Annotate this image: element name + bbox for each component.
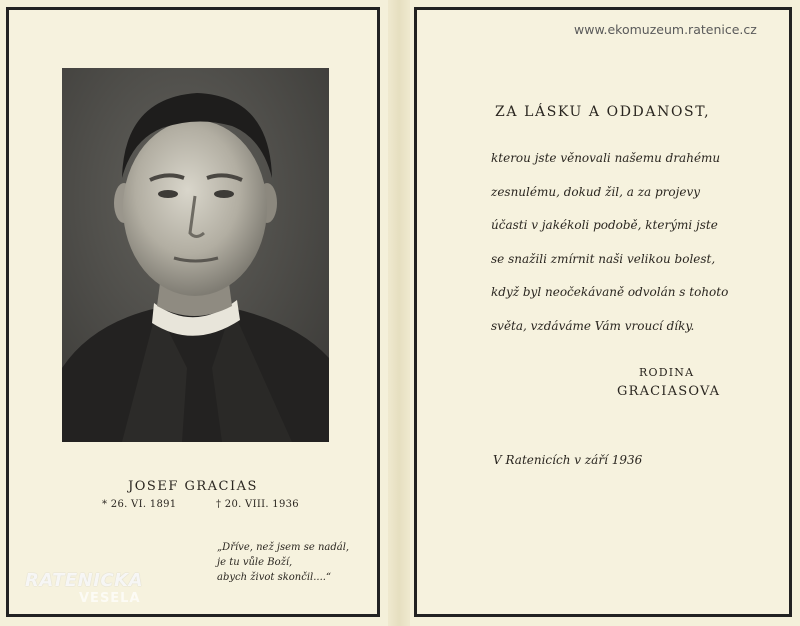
portrait-illustration: [62, 68, 329, 442]
portrait-photo: [62, 68, 329, 442]
signature-family-label: RODINA: [639, 366, 695, 379]
thanks-line: světa, vzdáváme Vám vroucí díky.: [491, 318, 695, 333]
thanks-heading: ZA LÁSKU A ODDANOST,: [495, 104, 711, 120]
logo-sub-text: VESELA: [79, 591, 141, 606]
quote-line: „Dříve, než jsem se nadál,: [217, 542, 350, 553]
memorial-quote: [217, 540, 349, 585]
logo-main-text: RATENICKA: [25, 570, 143, 591]
thanks-line: zesnulému, dokud žil, a za projevy: [491, 184, 701, 199]
signature-family-name: GRACIASOVA: [617, 384, 721, 399]
thanks-line: kterou jste věnovali našemu drahému: [491, 151, 721, 165]
left-page: [6, 7, 380, 617]
card-fold: [388, 0, 410, 626]
thanks-text: [491, 142, 728, 343]
birth-date: * 26. VI. 1891: [102, 499, 177, 510]
right-page: [414, 7, 792, 617]
thanks-line: se snažili zmírnit naši velikou bolest,: [491, 251, 716, 266]
death-date: † 20. VIII. 1936: [216, 499, 299, 510]
quote-line: abych život skončil....“: [217, 572, 332, 583]
place-and-date: V Ratenicích v září 1936: [493, 453, 643, 467]
deceased-name: JOSEF GRACIAS: [128, 479, 258, 494]
ratenice-logo-watermark: [25, 570, 153, 610]
quote-line: je tu vůle Boží,: [217, 557, 293, 568]
watermark-url: www.ekomuzeum.ratenice.cz: [574, 22, 757, 37]
thanks-line: když byl neočekávaně odvolán s tohoto: [491, 285, 729, 299]
thanks-line: účasti v jakékoli podobě, kterými jste: [491, 218, 718, 232]
